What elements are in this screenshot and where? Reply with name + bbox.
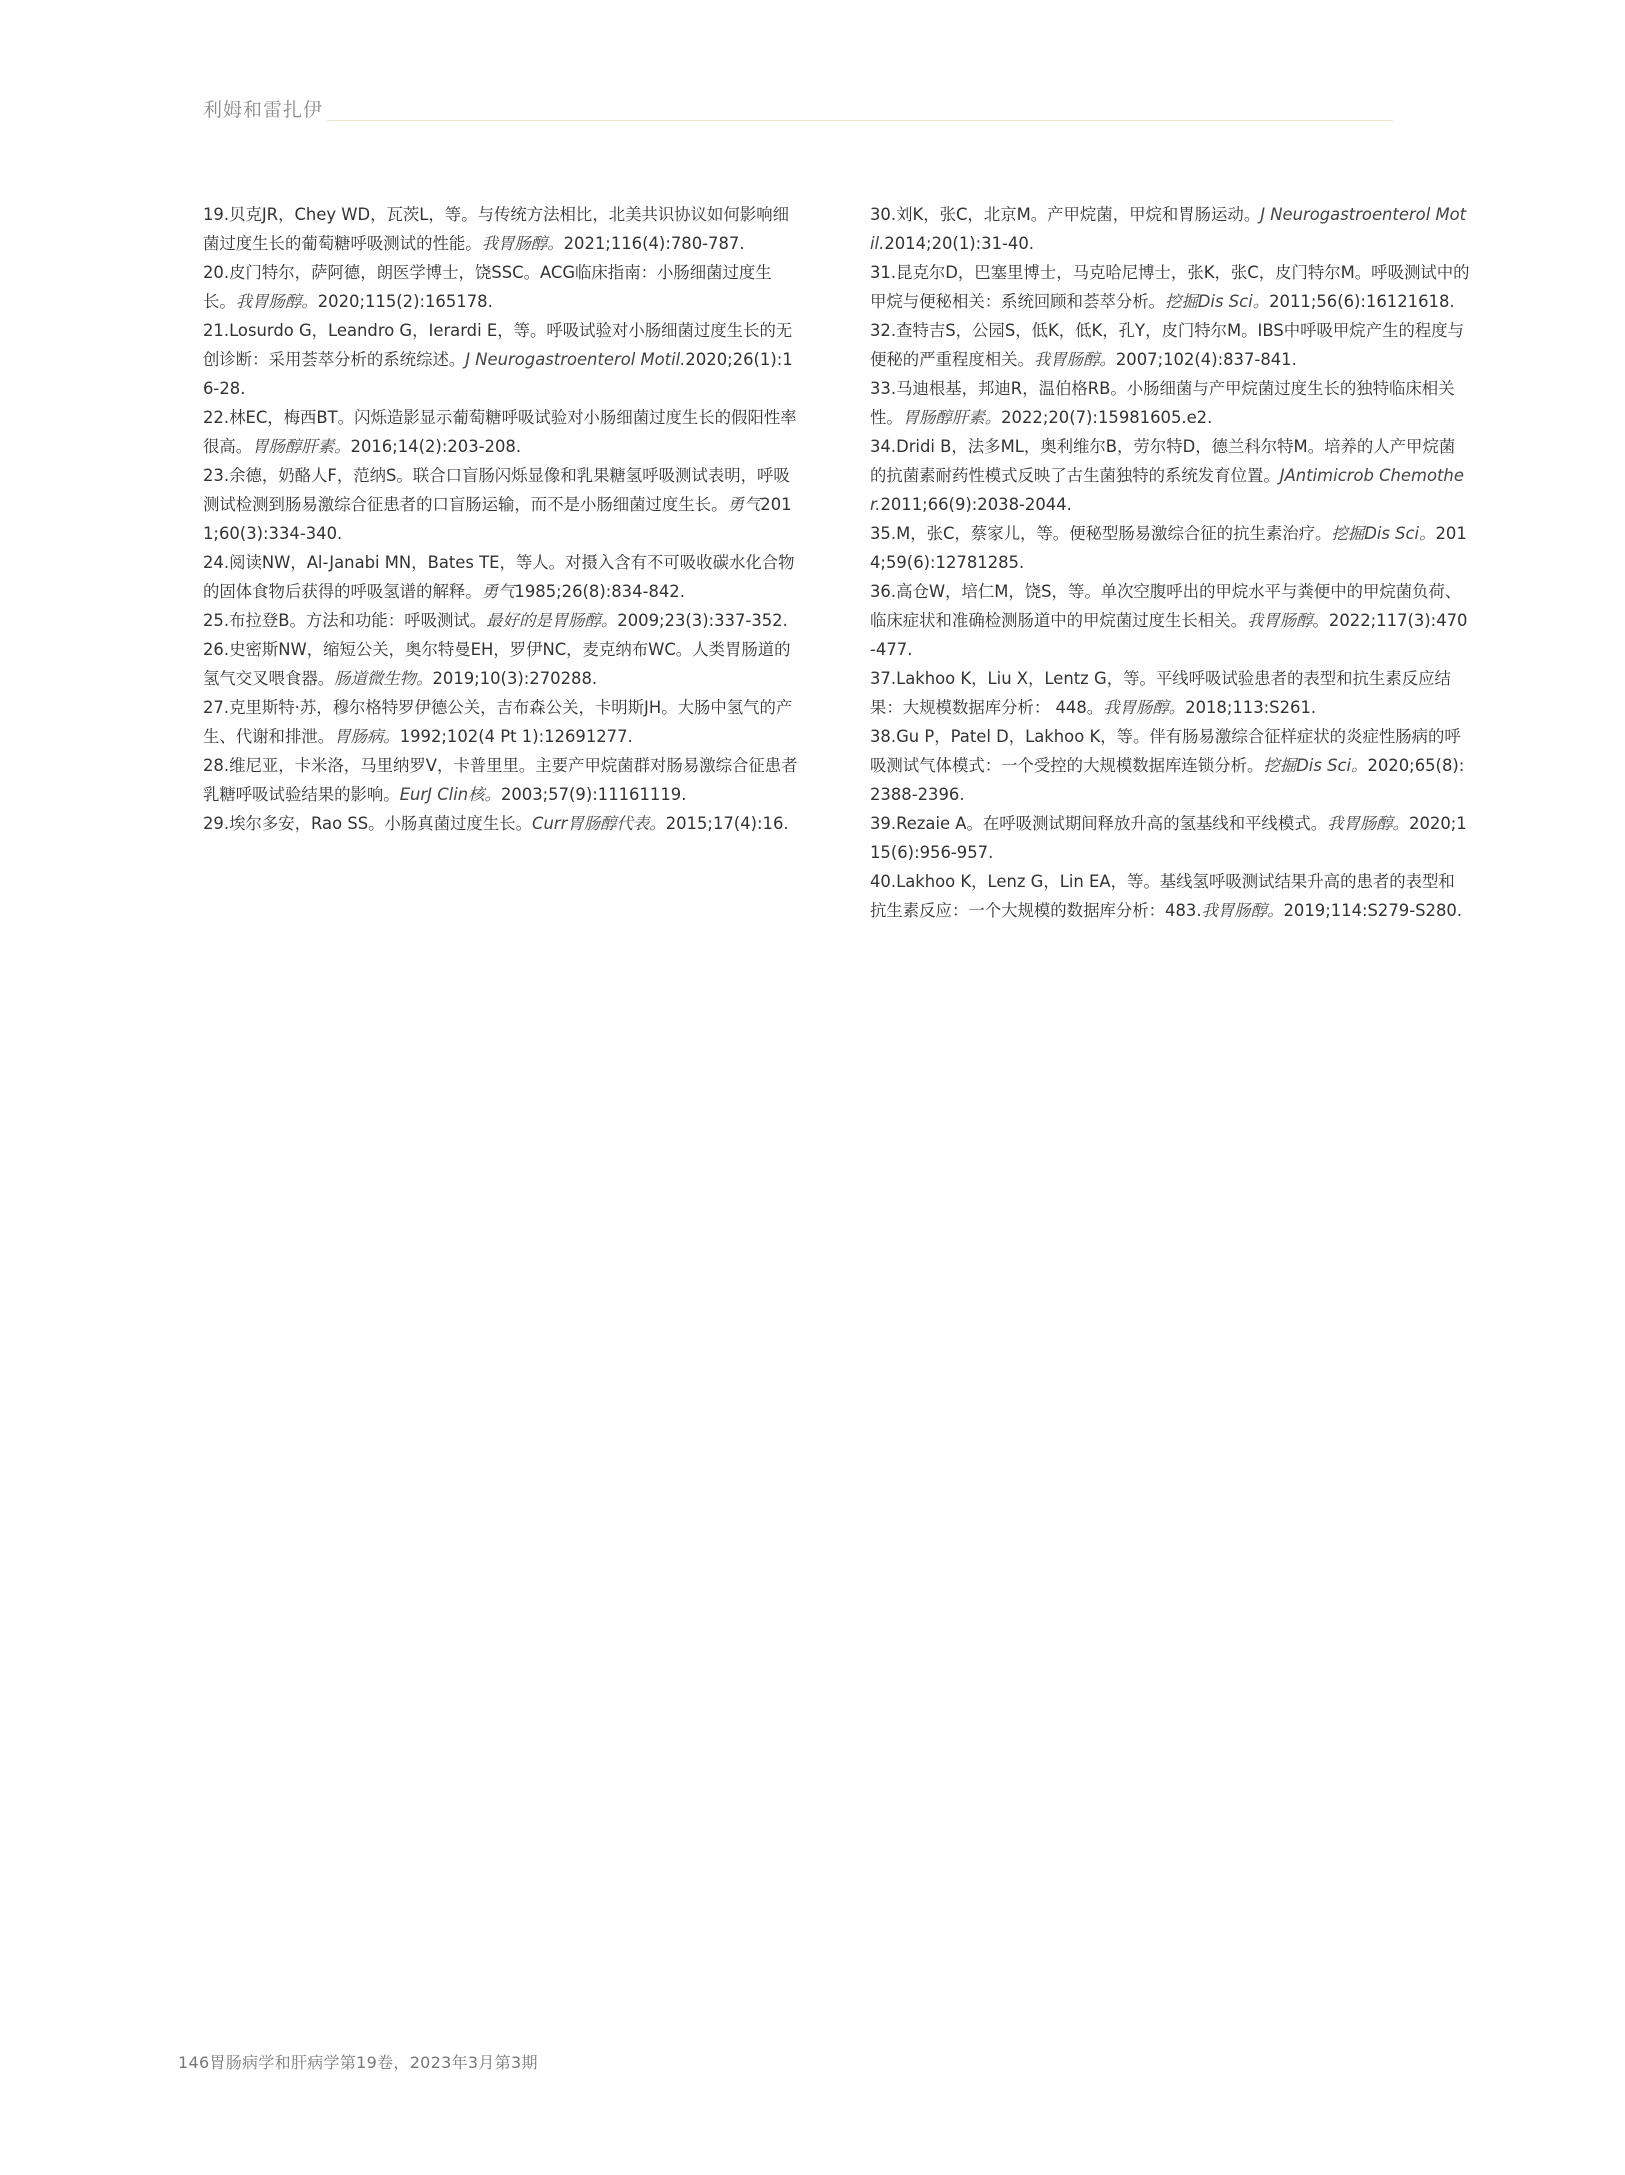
reference-journal: 勇气	[727, 495, 761, 514]
reference-citation: 2003;57(9):11161119.	[500, 785, 687, 804]
reference-journal: 勇气	[481, 582, 515, 601]
reference-item	[870, 374, 1470, 432]
reference-text: 29.埃尔多安，Rao SS。小肠真菌过度生长。	[203, 814, 533, 833]
reference-citation: 2015;17(4):16.	[665, 814, 789, 833]
reference-item	[870, 577, 1470, 664]
reference-journal: 挖掘Dis Sci。	[1263, 756, 1368, 775]
reference-citation: 2020;65(8):2388-2396.	[870, 756, 1465, 804]
reference-text: 19.贝克JR，Chey WD，瓦茨L，等。与传统方法相比，北美共识协议如何影响细菌过度生长的葡萄糖呼吸测试的性能。	[203, 205, 790, 253]
reference-journal: 我胃肠醇。	[1327, 814, 1410, 833]
reference-journal: J Neurogastroenterol Motil.	[870, 205, 1467, 253]
reference-citation: 2021;116(4):780-787.	[563, 234, 745, 253]
reference-text: 35.M，张C，蔡家儿，等。便秘型肠易激综合征的抗生素治疗。	[870, 524, 1332, 543]
reference-text: 40.Lakhoo K，Lenz G，Lin EA，等。基线氢呼吸测试结果升高的患者的表型和抗生素反应：一个大规模的数据库分析：483.	[870, 872, 1455, 920]
reference-item	[203, 548, 803, 606]
reference-text: 39.Rezaie A。在呼吸测试期间释放升高的氢基线和平线模式。	[870, 814, 1328, 833]
reference-text: 28.维尼亚，卡米洛，马里纳罗V，卡普里里。主要产甲烷菌群对肠易激综合征患者乳糖呼吸试验结果的影响。	[203, 756, 798, 804]
reference-text: 23.余德，奶酪人F，范纳S。联合口盲肠闪烁显像和乳果糖氢呼吸测试表明，呼吸测试检测到肠易激综合征患者的口盲肠运输，而不是小肠细菌过度生长。	[203, 466, 790, 514]
page-footer: 146胃肠病学和肝病学第19卷，2023年3月第3期	[178, 2053, 538, 2072]
reference-item	[870, 867, 1470, 925]
reference-item	[870, 200, 1470, 258]
reference-journal: 胃肠醇肝素。	[252, 437, 351, 456]
reference-citation: 2011;60(3):334-340.	[203, 495, 792, 543]
reference-text: 24.阅读NW，Al-Janabi MN，Bates TE，等人。对摄入含有不可吸收碳水化合物的固体食物后获得的呼吸氢谱的解释。	[203, 553, 795, 601]
reference-text: 26.史密斯NW，缩短公关，奥尔特曼EH，罗伊NC，麦克纳布WC。人类胃肠道的氢气交叉喂食器。	[203, 640, 791, 688]
reference-item	[870, 316, 1470, 374]
reference-item	[203, 316, 803, 403]
reference-item	[203, 606, 803, 635]
reference-citation: 2022;20(7):15981605.e2.	[1001, 408, 1213, 427]
reference-text: 30.刘K，张C，北京M。产甲烷菌，甲烷和胃肠运动。	[870, 205, 1261, 224]
reference-citation: 2019;10(3):270288.	[432, 669, 598, 688]
reference-journal: J Neurogastroenterol Motil.	[465, 350, 686, 369]
reference-journal: 胃肠病。	[334, 727, 400, 746]
reference-item	[870, 258, 1470, 316]
reference-item	[203, 403, 803, 461]
reference-journal: EurJ Clin核。	[399, 785, 501, 804]
reference-text: 27.克里斯特·苏，穆尔格特罗伊德公关，吉布森公关，卡明斯JH。大肠中氢气的产生、代谢和排泄。	[203, 698, 793, 746]
reference-text: 33.马迪根基，邦迪R，温伯格RB。小肠细菌与产甲烷菌过度生长的独特临床相关性。	[870, 379, 1455, 427]
references-column-left	[203, 200, 803, 838]
reference-item	[203, 809, 803, 838]
reference-item	[870, 432, 1470, 519]
reference-citation: 2016;14(2):203-208.	[350, 437, 522, 456]
reference-journal: JAntimicrob Chemother.	[870, 466, 1464, 514]
reference-journal: 我胃肠醇	[1246, 611, 1313, 630]
reference-text: 37.Lakhoo K，Liu X，Lentz G，等。平线呼吸试验患者的表型和抗生素反应结果：大规模数据库分析： 448。	[870, 669, 1451, 717]
reference-citation: 。2022;117(3):470-477.	[870, 611, 1468, 659]
reference-item	[870, 519, 1470, 577]
reference-text: 21.Losurdo G，Leandro G，Ierardi E，等。呼吸试验对小肠细菌过度生长的无创诊断：采用荟萃分析的系统综述。	[203, 321, 793, 369]
reference-citation: 2014;59(6):12781285.	[870, 524, 1467, 572]
reference-text: 36.高仓W，培仁M，饶S，等。单次空腹呼出的甲烷水平与粪便中的甲烷菌负荷、临床症状和准确检测肠道中的甲烷菌过度生长相关。	[870, 582, 1462, 630]
reference-journal: 我胃肠醇。	[481, 234, 564, 253]
reference-citation: 2011;66(9):2038-2044.	[880, 495, 1072, 514]
reference-item	[870, 809, 1470, 867]
reference-citation: 2011;56(6):16121618.	[1269, 292, 1455, 311]
running-header	[203, 98, 1393, 124]
reference-item	[203, 693, 803, 751]
references-column-right	[870, 200, 1470, 925]
reference-journal: 最好的是胃肠醇。	[486, 611, 618, 630]
reference-citation: 2007;102(4):837-841.	[1115, 350, 1297, 369]
reference-citation: 1985;26(8):834-842.	[514, 582, 685, 601]
header-rule	[313, 120, 1393, 121]
reference-journal: 我胃肠醇。	[235, 292, 318, 311]
reference-journal: 挖掘Dis Sci。	[1165, 292, 1270, 311]
reference-item	[203, 258, 803, 316]
reference-citation: 1992;102(4 Pt 1):12691277.	[399, 727, 633, 746]
reference-citation: 2009;23(3):337-352.	[617, 611, 788, 630]
reference-journal: Curr胃肠醇代表。	[532, 814, 666, 833]
reference-journal: 我胃肠醇。	[1033, 350, 1116, 369]
running-header-title: 利姆和雷扎伊	[203, 98, 327, 122]
reference-text: 32.查特吉S，公园S，低K，低K，孔Y，皮门特尔M。IBS中呼吸甲烷产生的程度与便秘的严重程度相关。	[870, 321, 1465, 369]
reference-text: 34.Dridi B，法多ML，奥利维尔B，劳尔特D，德兰科尔特M。培养的人产甲烷菌的抗菌素耐药性模式反映了古生菌独特的系统发育位置。	[870, 437, 1456, 485]
reference-journal: 肠道微生物。	[334, 669, 433, 688]
reference-text: 38.Gu P，Patel D，Lakhoo K，等。伴有肠易激综合征样症状的炎症性肠病的呼吸测试气体模式：一个受控的大规模数据库连锁分析。	[870, 727, 1461, 775]
reference-item	[203, 751, 803, 809]
reference-text: 31.昆克尔D，巴塞里博士，马克哈尼博士，张K，张C，皮门特尔M。呼吸测试中的甲烷与便秘相关：系统回顾和荟萃分析。	[870, 263, 1470, 311]
reference-journal: 我胃肠醇。	[1103, 698, 1186, 717]
reference-item	[203, 461, 803, 548]
reference-citation: 2019;114:S279-S280.	[1283, 901, 1463, 920]
reference-citation: 2018;113:S261.	[1185, 698, 1317, 717]
reference-text: 22.林EC，梅西BT。闪烁造影显示葡萄糖呼吸试验对小肠细菌过度生长的假阳性率很高。	[203, 408, 797, 456]
reference-item	[203, 200, 803, 258]
reference-item	[203, 635, 803, 693]
reference-text: 25.布拉登B。方法和功能：呼吸测试。	[203, 611, 487, 630]
reference-citation: 2020;115(2):165178.	[317, 292, 493, 311]
reference-journal: 我胃肠醇。	[1201, 901, 1284, 920]
reference-item	[870, 664, 1470, 722]
reference-citation: 2020;115(6):956-957.	[870, 814, 1467, 862]
reference-item	[870, 722, 1470, 809]
reference-citation: 2020;26(1):16-28.	[203, 350, 793, 398]
reference-citation: 2014;20(1):31-40.	[884, 234, 1034, 253]
reference-text: 20.皮门特尔，萨阿德，朗医学博士，饶SSC。ACG临床指南：小肠细菌过度生长。	[203, 263, 772, 311]
reference-journal: 挖掘Dis Sci。	[1331, 524, 1436, 543]
reference-journal: 胃肠醇肝素。	[902, 408, 1002, 427]
